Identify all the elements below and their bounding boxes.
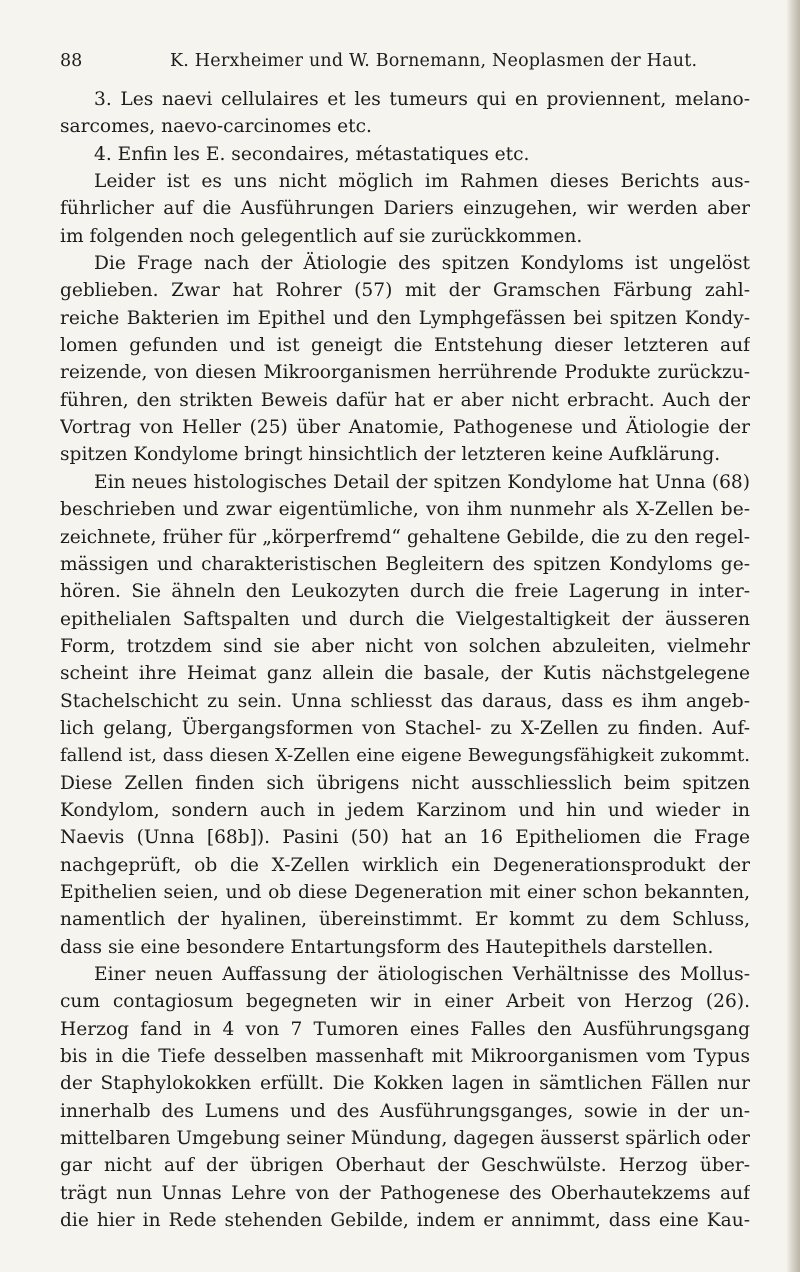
text-line: Ein neues histologisches Detail der spitzen Kondylome hat Unna (68)	[94, 471, 750, 493]
text-line: lich gelang, Übergangsformen von Stachel- zu X-Zellen zu finden. Auf-	[60, 717, 750, 739]
text-line: die hier in Rede stehenden Gebilde, indem er annimmt, dass eine Kau-	[60, 1210, 750, 1232]
text-line: lomen gefunden und ist geneigt die Entstehung dieser letzteren auf	[60, 335, 750, 357]
text-line: reiche Bakterien im Epithel und den Lymphgefässen bei spitzen Kondy-	[60, 307, 750, 329]
running-head	[60, 48, 750, 74]
page-edge-shadow	[786, 0, 800, 1272]
text-line: namentlich der hyalinen, übereinstimmt. Er kommt zu dem Schluss,	[60, 909, 750, 931]
text-line: Einer neuen Auffassung der ätiologischen Verhältnisse des Mollus-	[94, 964, 750, 985]
text-line: Kondylom, sondern auch in jedem Karzinom und hin und wieder in	[60, 799, 750, 821]
text-line: reizende, von diesen Mikroorganismen herrührende Produkte zurückzu-	[60, 362, 750, 384]
text-line: geblieben. Zwar hat Rohrer (57) mit der Gramschen Färbung zahl-	[60, 280, 750, 302]
text-line: innerhalb des Lumens und des Ausführungsganges, sowie in der un-	[60, 1100, 750, 1122]
text-line: Naevis (Unna [68b]). Pasini (50) hat an 16 Epitheliomen die Frage	[60, 827, 750, 849]
text-line: bis in die Tiefe desselben massenhaft mit Mikroorganismen vom Typus	[60, 1046, 750, 1068]
text-line: im folgenden noch gelegentlich auf sie zurückkommen.	[60, 225, 583, 247]
text-line: Herzog fand in 4 von 7 Tumoren eines Falles den Ausführungsgang	[60, 1018, 750, 1040]
text-line: Leider ist es uns nicht möglich im Rahmen dieses Berichts aus-	[94, 171, 750, 193]
text-line: Diese Zellen finden sich übrigens nicht ausschliesslich beim spitzen	[60, 772, 750, 794]
text-line: epithelialen Saftspalten und durch die Vielgestaltigkeit der äusseren	[60, 608, 750, 630]
running-title: K. Herxheimer und W. Bornemann, Neoplasmen der Haut.	[170, 51, 698, 71]
text-line: Vortrag von Heller (25) über Anatomie, Pathogenese und Ätiologie der	[60, 417, 750, 439]
text-line: beschrieben und zwar eigentümliche, von ihm nunmehr als X-Zellen be-	[60, 499, 750, 521]
text-line: zeichnete, früher für „körperfremd“ gehaltene Gebilde, die zu den regel-	[60, 526, 750, 548]
page-number: 88	[60, 51, 83, 71]
text-line: führen, den strikten Beweis dafür hat er aber nicht erbracht. Auch der	[60, 389, 750, 411]
text-line: Form, trotzdem sind sie aber nicht von solchen abzuleiten, vielmehr	[60, 635, 750, 657]
text-line: Die Frage nach der Ätiologie des spitzen Kondyloms ist ungelöst	[94, 253, 750, 275]
text-line: Stachelschicht zu sein. Unna schliesst das daraus, dass es ihm angeb-	[60, 690, 750, 712]
text-line: dass sie eine besondere Entartungsform des Hautepithels darstellen.	[60, 936, 714, 958]
text-line: der Staphylokokken erfüllt. Die Kokken lagen in sämtlichen Fällen nur	[60, 1073, 750, 1095]
text-line: scheint ihre Heimat ganz allein die basale, der Kutis nächstgelegene	[60, 663, 750, 685]
text-line: gar nicht auf der übrigen Oberhaut der Geschwülste. Herzog über-	[60, 1155, 750, 1177]
text-line: 3. Les naevi cellulaires et les tumeurs qui en proviennent, melano-	[94, 89, 750, 110]
text-line: fallend ist, dass diesen X-Zellen eine eigene Bewegungsfähigkeit zukommt.	[60, 745, 750, 767]
text-line: nachgeprüft, ob die X-Zellen wirklich ein Degenerationsprodukt der	[60, 854, 750, 876]
text-line: mittelbaren Umgebung seiner Mündung, dagegen äusserst spärlich oder	[60, 1128, 750, 1150]
text-line: sarcomes, naevo-carcinomes etc.	[60, 116, 372, 138]
text-line: 4. Enfin les E. secondaires, métastatiques etc.	[94, 143, 530, 165]
text-line: cum contagiosum begegneten wir in einer Arbeit von Herzog (26).	[60, 991, 750, 1013]
text-line: führlicher auf die Ausführungen Dariers einzugehen, wir werden aber	[60, 198, 750, 220]
text-line: trägt nun Unnas Lehre von der Pathogenese des Oberhautekzems auf	[60, 1182, 750, 1204]
body-text	[60, 86, 750, 1234]
text-line: mässigen und charakteristischen Begleitern des spitzen Kondyloms ge-	[60, 553, 750, 575]
text-line: hören. Sie ähneln den Leukozyten durch die freie Lagerung in inter-	[60, 581, 750, 603]
text-line: Epithelien seien, und ob diese Degeneration mit einer schon bekannten,	[60, 881, 750, 903]
text-line: spitzen Kondylome bringt hinsichtlich der letzteren keine Aufklärung.	[60, 444, 721, 466]
